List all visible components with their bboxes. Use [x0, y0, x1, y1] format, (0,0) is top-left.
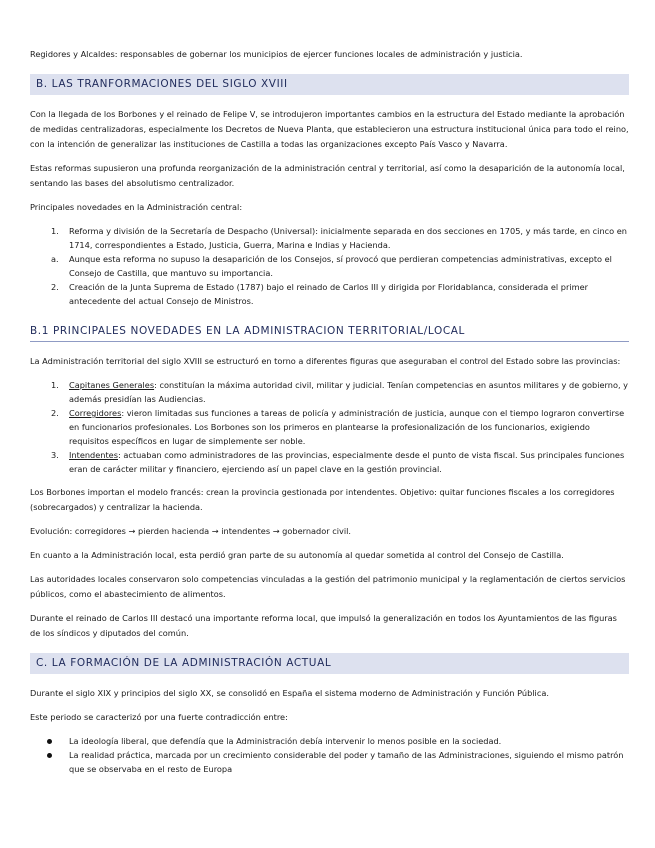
section-b1-paragraph-4: En cuanto a la Administración local, esta perdió gran parte de su autonomía al quedar sometida al control del Consejo de Castilla.	[30, 550, 564, 560]
section-c-paragraph-1: Durante el siglo XIX y principios del siglo XX, se consolidó en España el sistema moderno de Administración y Función Pública.	[30, 688, 549, 698]
section-b1-heading: B.1 PRINCIPALES NOVEDADES EN LA ADMINISTRACION TERRITORIAL/LOCAL	[30, 322, 629, 342]
bullet-icon	[47, 739, 52, 744]
list-item: 1. Capitanes Generales: constituían la máxima autoridad civil, militar y judicial. Tenían competencias en asuntos militares y de gobierno, y además presidían las Audiencias.	[51, 380, 629, 404]
section-b1-paragraph-1: La Administración territorial del siglo XVIII se estructuró en torno a diferentes figuras que aseguraban el control del Estado sobre las provincias:	[30, 356, 621, 366]
list-subitem: a. Aunque esta reforma no supuso la desaparición de los Consejos, sí provocó que perdieran competencias administrativas, excepto el Consejo de Castilla, que mantuvo su importancia.	[51, 254, 612, 278]
list-item: 1. Reforma y división de la Secretaría de Despacho (Universal): inicialmente separada en dos secciones en 1705, y más tarde, en cinco en 1714, correspondientes a Estado, Justicia, Guerra, Marina e Indias y Hacienda.	[51, 226, 627, 250]
contradiction-list	[30, 734, 629, 776]
bullet-icon	[47, 753, 52, 758]
section-b-paragraph-3: Principales novedades en la Administración central:	[30, 202, 243, 212]
territorial-list	[30, 378, 629, 476]
section-b1-paragraph-3: Evolución: corregidores → pierden hacienda → intendentes → gobernador civil.	[30, 526, 351, 536]
bullet-item: La realidad práctica, marcada por un crecimiento considerable del poder y tamaño de las Administraciones, siguiendo el mismo patrón que se observaba en el resto de Europa	[30, 748, 629, 776]
list-item: 2. Corregidores: vieron limitadas sus funciones a tareas de policía y administración de justicia, aunque con el tiempo lograron convertirse en funcionarios profesionales. Los Borbones son los primeros en plantearse la profesionalización de los funcionarios, exigiendo requisitos específicos en lugar de simplemente ser noble.	[51, 408, 625, 446]
intro-paragraph: Regidores y Alcaldes: responsables de gobernar los municipios de ejercer funciones locales de administración y justicia.	[30, 49, 523, 59]
section-b1-paragraph-5: Las autoridades locales conservaron solo competencias vinculadas a la gestión del patrimonio municipal y la reglamentación de ciertos servicios públicos, como el abastecimiento de alimentos.	[30, 574, 626, 599]
section-c-heading: C. LA FORMACIÓN DE LA ADMINISTRACIÓN ACTUAL	[30, 653, 629, 674]
central-admin-list	[30, 224, 629, 308]
section-b1-paragraph-2: Los Borbones importan el modelo francés: crean la provincia gestionada por intendentes. Objetivo: quitar funciones fiscales a los corregidores (sobrecargados) y centralizar la hacienda.	[30, 487, 615, 512]
section-b-heading: B. LAS TRANFORMACIONES DEL SIGLO XVIII	[30, 74, 629, 95]
section-c-paragraph-2: Este periodo se caracterizó por una fuerte contradicción entre:	[30, 712, 288, 722]
section-b-paragraph-2: Estas reformas supusieron una profunda reorganización de la administración central y territorial, así como la desaparición de la autonomía local, sentando las bases del absolutismo centralizador.	[30, 163, 625, 188]
section-b1-paragraph-6: Durante el reinado de Carlos III destacó una importante reforma local, que impulsó la generalización en todos los Ayuntamientos de las figuras de los síndicos y diputados del común.	[30, 613, 617, 638]
list-item: 3. Intendentes: actuaban como administradores de las provincias, especialmente desde el punto de vista fiscal. Sus principales funciones eran de carácter militar y financiero, ejerciendo así un papel clave en la gestión provincial.	[51, 450, 625, 474]
list-item: 2. Creación de la Junta Suprema de Estado (1787) bajo el reinado de Carlos III y dirigida por Floridablanca, considerada el primer antecedente del actual Consejo de Ministros.	[51, 282, 588, 306]
section-b-paragraph-1: Con la llegada de los Borbones y el reinado de Felipe V, se introdujeron importantes cambios en la estructura del Estado mediante la aprobación de medidas centralizadoras, especialmente los Decretos de Nueva Planta, que establecieron una estructura institucional única para todo el reino, con la intención de generalizar las instituciones de Castilla a todas las organizaciones excepto País Vasco y Navarra.	[30, 109, 629, 149]
bullet-item: La ideología liberal, que defendía que la Administración debía intervenir lo menos posible en la sociedad.	[30, 734, 629, 748]
